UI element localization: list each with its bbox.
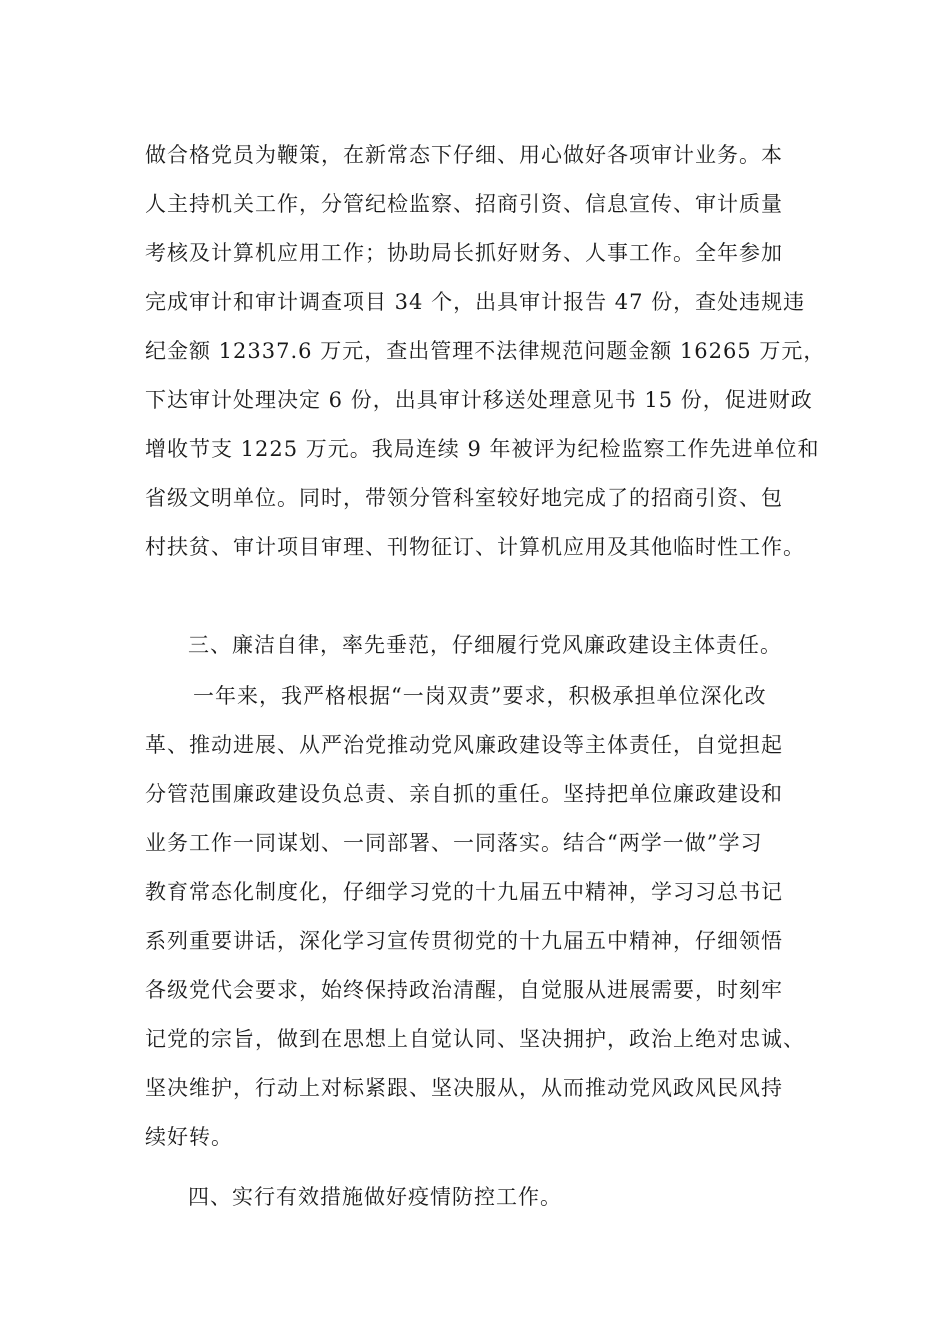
section-heading-3: 三、廉洁自律，率先垂范，仔细履行党风廉政建设主体责任。 [188,633,782,657]
paragraph-1-line: 考核及计算机应用工作；协助局长抓好财务、人事工作。全年参加 [145,241,783,265]
paragraph-2-line: 各级党代会要求，始终保持政治清醒，自觉服从进展需要，时刻牢 [145,978,783,1002]
paragraph-1-line: 纪金额 12337.6 万元，查出管理不法律规范问题金额 16265 万元， [145,339,826,363]
paragraph-2-line: 分管范围廉政建设负总责、亲自抓的重任。坚持把单位廉政建设和 [145,782,783,806]
paragraph-2-line: 一年来，我严格根据“一岗双责”要求，积极承担单位深化改 [193,684,767,708]
paragraph-2-line: 教育常态化制度化，仔细学习党的十九届五中精神，学习习总书记 [145,880,783,904]
paragraph-2-line: 业务工作一同谋划、一同部署、一同落实。结合“两学一做”学习 [145,831,763,855]
paragraph-1-line: 完成审计和审计调查项目 34 个，出具审计报告 47 份，查处违规违 [145,290,806,314]
section-heading-4: 四、实行有效措施做好疫情防控工作。 [188,1185,562,1209]
paragraph-2-line: 续好转。 [145,1125,233,1149]
paragraph-1-line: 村扶贫、审计项目审理、刊物征订、计算机应用及其他临时性工作。 [145,535,805,559]
paragraph-1-line: 省级文明单位。同时，带领分管科室较好地完成了的招商引资、包 [145,486,783,510]
paragraph-2-line: 系列重要讲话，深化学习宣传贯彻党的十九届五中精神，仔细领悟 [145,929,783,953]
paragraph-2-line: 坚决维护，行动上对标紧跟、坚决服从，从而推动党风政风民风持 [145,1076,783,1100]
paragraph-1-line: 人主持机关工作，分管纪检监察、招商引资、信息宣传、审计质量 [145,192,783,216]
paragraph-2-line: 记党的宗旨，做到在思想上自觉认同、坚决拥护，政治上绝对忠诚、 [145,1027,805,1051]
paragraph-1-line: 做合格党员为鞭策，在新常态下仔细、用心做好各项审计业务。本 [145,143,783,167]
paragraph-1-line: 增收节支 1225 万元。我局连续 9 年被评为纪检监察工作先进单位和 [145,437,820,461]
paragraph-2-line: 革、推动进展、从严治党推动党风廉政建设等主体责任，自觉担起 [145,733,783,757]
paragraph-1-line: 下达审计处理决定 6 份，出具审计移送处理意见书 15 份，促进财政 [145,388,813,412]
